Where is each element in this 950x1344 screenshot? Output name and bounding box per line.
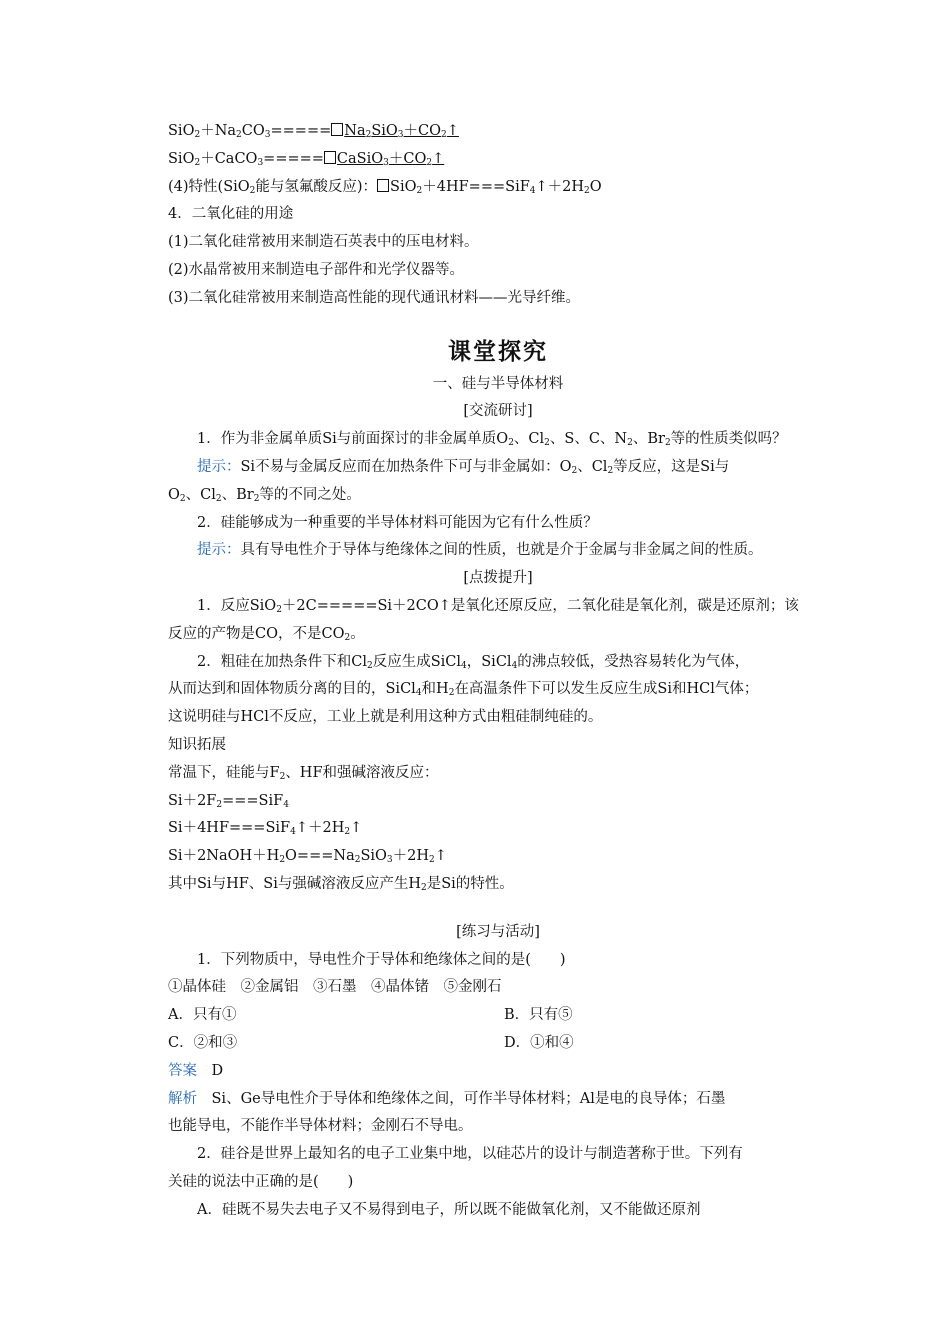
answer-value: D (197, 1062, 224, 1079)
tip-1-line-1: 1．反应SiO$_2$＋2C=====Si＋2CO↑是氧化还原反应，二氧化硅是氧化剂，碳是还原剂；该 (197, 597, 799, 615)
property-line: (4)特性(SiO$_2$能与氢氟酸反应)： $SiO_2+4HF===SiF_4↑+2H_2O$ (168, 178, 602, 196)
extension-note: 其中Si与HF、Si与强碱溶液反应产生$H_2$是Si的特性。 (168, 875, 514, 893)
options-row (168, 1002, 828, 1030)
hint-label: 提示： (197, 458, 241, 475)
question-2: 2．硅能够成为一种重要的半导体材料可能因为它有什么性质？ (197, 514, 598, 531)
answer-label: 答案 (168, 1062, 197, 1079)
equation-line: SiO$_2$＋CaCO$_3$===== $CaSiO_3+CO_2↑$ (168, 150, 445, 168)
blank-box-icon (331, 123, 343, 136)
question-1: 1．作为非金属单质Si与前面探讨的非金属单质$O_2$、$Cl_2$、S、C、$N_2$、$Br_2$等的性质类似吗？ (197, 431, 787, 449)
practice-question-2-option-a: A．硅既不易失去电子又不易得到电子，所以既不能做氧化剂，又不能做还原剂 (197, 1201, 701, 1218)
option-d: D．①和④ (504, 1034, 574, 1051)
tip-1-line-2: 反应的产物是CO，不是$CO_2$。 (168, 625, 365, 643)
practice-heading: [练习与活动] (456, 923, 540, 940)
option-c: C．②和③ (168, 1034, 238, 1051)
use-item: (2)水晶常被用来制造电子部件和光学仪器等。 (168, 261, 465, 278)
analysis-line-2: 也能导电，不能作半导体材料；金刚石不导电。 (168, 1118, 473, 1135)
option-b: B．只有⑤ (504, 1007, 573, 1024)
practice-question-1-items: ①晶体硅 ②金属铝 ③石墨 ④晶体锗 ⑤金刚石 (168, 979, 502, 996)
hint-1-line-1: 提示：Si不易与金属反应而在加热条件下可与非金属如：$O_2$、$Cl_2$等反应，这是Si与 (197, 458, 730, 476)
extension-title: 知识拓展 (168, 736, 226, 753)
answer-line (168, 1058, 828, 1086)
extension-equation: $Si+2NaOH+H_2O===Na_2SiO_3+2H_2↑$ (168, 848, 447, 866)
blank-box-icon (377, 179, 389, 192)
hint-label: 提示： (197, 542, 241, 559)
extension-intro: 常温下，硅能与$F_2$、HF和强碱溶液反应： (168, 764, 439, 782)
use-item: (3)二氧化硅常被用来制造高性能的现代通讯材料——光导纤维。 (168, 289, 581, 306)
practice-question-2-line-2: 关硅的说法中正确的是( ) (168, 1173, 354, 1190)
hint-2: 提示：具有导电性介于导体与绝缘体之间的性质，也就是介于金属与非金属之间的性质。 (197, 542, 763, 559)
extension-equation: $Si+4HF===SiF_4↑+2H_2↑$ (168, 820, 363, 838)
tip-2-line-2: 从而达到和固体物质分离的目的，SiCl$_4$和$H_2$在高温条件下可以发生反应生成Si和HCl气体； (168, 681, 759, 699)
extension-equation: $Si+2F_2===SiF_4$ (168, 792, 289, 810)
analysis-line-1: 解析 Si、Ge导电性介于导体和绝缘体之间，可作半导体材料；Al是电的良导体；石墨 (168, 1090, 726, 1107)
section-title: 课堂探究 (448, 338, 548, 365)
uses-heading: 4．二氧化硅的用途 (168, 206, 294, 223)
tips-heading: [点拨提升] (463, 570, 533, 587)
document-page (168, 118, 828, 1224)
practice-question-2-line-1: 2．硅谷是世界上最知名的电子工业集中地，以硅芯片的设计与制造著称于世。下列有 (197, 1146, 743, 1163)
option-a: A．只有① (168, 1007, 237, 1024)
tip-2-line-3: 这说明硅与HCl不反应，工业上就是利用这种方式由粗硅制纯硅的。 (168, 709, 603, 726)
use-item: (1)二氧化硅常被用来制造石英表中的压电材料。 (168, 234, 479, 251)
options-row (168, 1030, 828, 1058)
tip-2-line-1: 2．粗硅在加热条件下和$Cl_2$反应生成SiCl$_4$，SiCl$_4$的沸点较低，受热容易转化为气体， (197, 653, 750, 671)
exchange-heading: [交流研讨] (463, 403, 533, 420)
practice-question-1: 1．下列物质中，导电性介于导体和绝缘体之间的是( ) (197, 951, 566, 968)
analysis-label: 解析 (168, 1090, 197, 1107)
equation-line: $SiO_2+Na_2CO_3=====$ $Na_2SiO_3+CO_2↑$ (168, 123, 459, 140)
hint-1-line-2: $O_2$、$Cl_2$、$Br_2$等的不同之处。 (168, 486, 361, 504)
section-subtitle: 一、硅与半导体材料 (432, 375, 564, 392)
blank-box-icon (324, 151, 336, 164)
